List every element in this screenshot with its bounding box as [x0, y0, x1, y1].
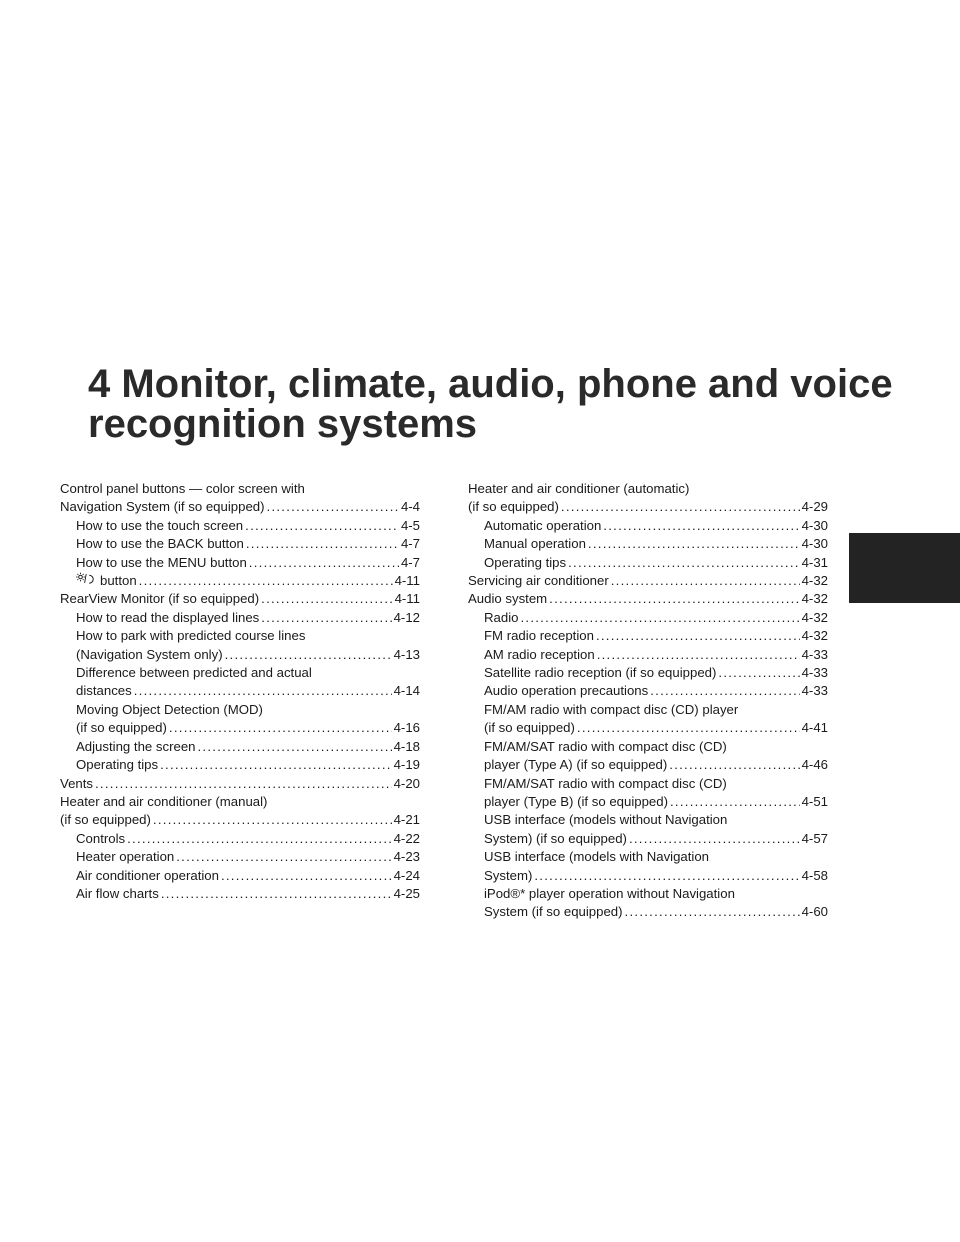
dot-leader: [588, 535, 800, 553]
dot-leader: [176, 848, 391, 866]
toc-entry[interactable]: [60, 480, 420, 517]
sun-moon-icon: [76, 572, 94, 586]
chapter-title-line-1: 4 Monitor, climate, audio, phone and voice: [88, 362, 893, 406]
toc-page-number: 4-14: [393, 683, 420, 699]
dot-leader: [534, 867, 799, 885]
dot-leader: [577, 719, 800, 737]
toc-page-number: 4-30: [801, 517, 828, 533]
toc-page-number: 4-32: [801, 609, 828, 625]
toc-entry-title-line: Heater and air conditioner (manual): [60, 793, 268, 809]
dot-leader: [611, 572, 800, 590]
toc-entry[interactable]: [468, 664, 828, 682]
toc-entry[interactable]: [60, 738, 420, 756]
toc-entry-title: [76, 719, 167, 737]
toc-entry-text: Heater operation: [76, 849, 175, 865]
dot-leader: [670, 793, 800, 811]
toc-entry-title: [484, 793, 668, 811]
toc-page-number: 4-41: [801, 720, 828, 736]
dot-leader: [246, 535, 399, 553]
toc-entry-title-line: Heater and air conditioner (automatic): [468, 481, 690, 496]
toc-entry[interactable]: [468, 848, 828, 885]
toc-entry-title: [484, 609, 518, 627]
toc-page-number: 4-21: [393, 812, 420, 828]
toc-entry-title: [76, 756, 158, 774]
toc-entry-text: Vents: [60, 775, 93, 791]
dot-leader: [597, 646, 800, 664]
toc-entry-title-line: iPod®* player operation without Navigation: [484, 885, 735, 901]
toc-page-number: 4-30: [801, 536, 828, 552]
toc-page-number: 4-32: [801, 628, 828, 644]
toc-entry[interactable]: [60, 867, 420, 885]
toc-page-number: 4-12: [393, 609, 420, 625]
toc-entry[interactable]: [468, 554, 828, 572]
dot-leader: [568, 554, 799, 572]
toc-entry[interactable]: [60, 609, 420, 627]
toc-entry[interactable]: [468, 701, 828, 738]
toc-entry-title: [60, 498, 265, 516]
toc-entry[interactable]: [468, 885, 828, 922]
toc-entry-text: (if so equipped): [60, 812, 151, 828]
dot-leader: [198, 738, 392, 756]
toc-entry[interactable]: [468, 775, 828, 812]
toc-page-number: 4-20: [393, 775, 420, 791]
toc-entry-text: Air conditioner operation: [76, 867, 219, 883]
dot-leader: [169, 719, 392, 737]
dot-leader: [127, 830, 391, 848]
toc-page-number: 4-32: [801, 573, 828, 589]
toc-entry-title-line: USB interface (models without Navigation: [484, 812, 728, 828]
chapter-title: [88, 362, 893, 446]
toc-entry-title: [76, 830, 125, 848]
toc-entry-title: [484, 627, 594, 645]
toc-page-number: 4-32: [801, 591, 828, 607]
toc-entry-title: [60, 590, 259, 608]
chapter-tab: [849, 533, 960, 603]
toc-entry-title-line: Difference between predicted and actual: [76, 665, 312, 681]
dot-leader: [549, 590, 799, 608]
toc-page-number: 4-16: [393, 720, 420, 736]
toc-entry-title: [484, 682, 648, 700]
toc-entry-title: [484, 517, 601, 535]
toc-entry-text: player (Type B) (if so equipped): [484, 793, 668, 809]
toc-entry-text: Automatic operation: [484, 517, 602, 533]
toc-entry[interactable]: [468, 738, 828, 775]
toc-entry-text: System): [484, 867, 533, 883]
toc-entry-text: Satellite radio reception (if so equipped): [484, 665, 717, 681]
dot-leader: [160, 756, 391, 774]
toc-entry-title: [484, 719, 575, 737]
toc-entry[interactable]: [60, 885, 420, 903]
toc-entry-title: [76, 867, 219, 885]
toc-entry-title-line: How to park with predicted course lines: [76, 628, 306, 644]
toc-entry-text: How to use the touch screen: [76, 517, 244, 533]
dot-leader: [603, 517, 799, 535]
toc-entry-text: How to use the MENU button: [76, 554, 247, 570]
toc-entry-title-line: FM/AM radio with compact disc (CD) player: [484, 701, 739, 717]
dot-leader: [139, 572, 393, 590]
toc-entry-title: [468, 498, 559, 516]
toc-entry[interactable]: [468, 627, 828, 645]
toc-entry-title: [468, 590, 547, 608]
toc-page-number: 4-46: [801, 757, 828, 773]
toc-entry[interactable]: [60, 756, 420, 774]
toc-entry-text: RearView Monitor (if so equipped): [60, 591, 260, 607]
toc-page-number: 4-25: [393, 885, 420, 901]
toc-entry-title: [484, 830, 627, 848]
dot-leader: [153, 811, 392, 829]
toc-entry[interactable]: [60, 572, 420, 590]
toc-entry-title: [484, 903, 623, 921]
toc-entry-text: Audio system: [468, 591, 548, 607]
toc-entry[interactable]: [60, 848, 420, 866]
toc-entry-text: Audio operation precautions: [484, 683, 649, 699]
toc-entry-text: Operating tips: [484, 554, 567, 570]
toc-page-number: 4-13: [393, 646, 420, 662]
toc-page-number: 4-33: [801, 683, 828, 699]
toc-entry[interactable]: [468, 590, 828, 608]
toc-entry[interactable]: [468, 572, 828, 590]
toc-entry-text: (Navigation System only): [76, 646, 223, 662]
toc-page-number: 4-22: [393, 830, 420, 846]
toc-entry[interactable]: [60, 517, 420, 535]
toc-page-number: 4-7: [400, 554, 420, 570]
toc-entry-text: FM radio reception: [484, 628, 594, 644]
toc-entry-title: [484, 646, 595, 664]
toc-entry[interactable]: [468, 682, 828, 700]
toc-left-column: [60, 480, 420, 903]
toc-page-number: 4-11: [394, 573, 420, 589]
toc-page-number: 4-19: [393, 757, 420, 773]
toc-entry[interactable]: [468, 811, 828, 848]
dot-leader: [245, 517, 399, 535]
dot-leader: [225, 646, 392, 664]
toc-entry[interactable]: [468, 646, 828, 664]
toc-entry-text: Navigation System (if so equipped): [60, 499, 265, 515]
dot-leader: [625, 903, 800, 921]
chapter-title-line-2: recognition systems: [88, 402, 478, 446]
toc-entry-title-line: Moving Object Detection (MOD): [76, 701, 263, 717]
toc-entry[interactable]: [468, 517, 828, 535]
toc-page-number: 4-18: [393, 738, 420, 754]
toc-entry-title-line: FM/AM/SAT radio with compact disc (CD): [484, 738, 727, 754]
toc-entry-title: [484, 535, 586, 553]
dot-leader: [249, 554, 399, 572]
dot-leader: [134, 682, 392, 700]
dot-leader: [95, 775, 392, 793]
toc-page-number: 4-58: [801, 867, 828, 883]
toc-entry-title: [76, 646, 223, 664]
toc-entry[interactable]: [60, 590, 420, 608]
toc-entry-title: [484, 554, 566, 572]
toc-entry-text: player (Type A) (if so equipped): [484, 757, 668, 773]
dot-leader: [596, 627, 800, 645]
toc-entry-text: AM radio reception: [484, 646, 595, 662]
dot-leader: [261, 590, 392, 608]
toc-page-number: 4-51: [801, 793, 828, 809]
toc-entry-title: [60, 811, 151, 829]
toc-entry-text: Controls: [76, 830, 126, 846]
dot-leader: [221, 867, 392, 885]
toc-entry[interactable]: [60, 701, 420, 738]
toc-page-number: 4-31: [801, 554, 828, 570]
toc-entry-text: (if so equipped): [484, 720, 575, 736]
toc-entry-title: [468, 572, 609, 590]
dot-leader: [669, 756, 799, 774]
toc-entry-title: [76, 517, 243, 535]
dot-leader: [161, 885, 392, 903]
toc-entry-title: [76, 738, 196, 756]
toc-right-column: [468, 480, 828, 922]
toc-entry[interactable]: [468, 609, 828, 627]
toc-entry-title-line: Control panel buttons — color screen with: [60, 481, 305, 496]
toc-entry-text: How to use the BACK button: [76, 536, 244, 552]
toc-page-number: 4-11: [394, 591, 420, 607]
toc-entry-title: [484, 664, 716, 682]
toc-entry[interactable]: [60, 664, 420, 701]
toc-entry-title-line: FM/AM/SAT radio with compact disc (CD): [484, 775, 727, 791]
toc-entry[interactable]: [60, 830, 420, 848]
toc-entry-title: [484, 867, 532, 885]
toc-entry-text: System) (if so equipped): [484, 830, 627, 846]
toc-page-number: 4-33: [801, 646, 828, 662]
dot-leader: [261, 609, 391, 627]
toc-entry-title: [76, 554, 247, 572]
toc-page-number: 4-7: [400, 536, 420, 552]
toc-entry-text: How to read the displayed lines: [76, 609, 260, 625]
toc-entry-title: [76, 535, 244, 553]
dot-leader: [267, 498, 399, 516]
toc-entry-text: Air flow charts: [76, 885, 159, 901]
toc-entry-title: [76, 885, 159, 903]
dot-leader: [650, 682, 799, 700]
toc-entry-text: System (if so equipped): [484, 904, 623, 920]
toc-entry[interactable]: [60, 535, 420, 553]
toc-entry[interactable]: [468, 480, 828, 517]
toc-entry-text: button: [100, 573, 137, 589]
toc-page-number: 4-60: [801, 904, 828, 920]
toc-entry-title: [76, 609, 259, 627]
toc-entry[interactable]: [60, 627, 420, 664]
toc-entry-text: Operating tips: [76, 757, 159, 773]
toc-page-number: 4-24: [393, 867, 420, 883]
toc-entry[interactable]: [468, 535, 828, 553]
toc-entry-title: [60, 775, 93, 793]
toc-entry-text: (if so equipped): [76, 720, 167, 736]
dot-leader: [561, 498, 800, 516]
toc-page-number: 4-29: [801, 499, 828, 515]
toc-entry-text: Manual operation: [484, 536, 586, 552]
toc-page-number: 4-4: [400, 499, 420, 515]
toc-entry-title-line: USB interface (models with Navigation: [484, 849, 710, 865]
toc-entry-title: [76, 682, 132, 700]
toc-entry[interactable]: [60, 775, 420, 793]
dot-leader: [718, 664, 799, 682]
toc-entry-title: [484, 756, 667, 774]
toc-entry[interactable]: [60, 554, 420, 572]
toc-page-number: 4-57: [801, 830, 828, 846]
dot-leader: [629, 830, 800, 848]
toc-page-number: 4-23: [393, 849, 420, 865]
toc-entry[interactable]: [60, 793, 420, 830]
toc-entry-text: Servicing air conditioner: [468, 573, 609, 589]
dot-leader: [520, 609, 799, 627]
toc-entry-title: [76, 572, 137, 590]
toc-entry-text: Adjusting the screen: [76, 738, 196, 754]
toc-entry-title: [76, 848, 174, 866]
toc-entry-text: (if so equipped): [468, 499, 559, 515]
toc-entry-text: Radio: [484, 609, 519, 625]
toc-page-number: 4-5: [400, 517, 420, 533]
toc-entry-text: distances: [76, 683, 132, 699]
toc-page-number: 4-33: [801, 665, 828, 681]
